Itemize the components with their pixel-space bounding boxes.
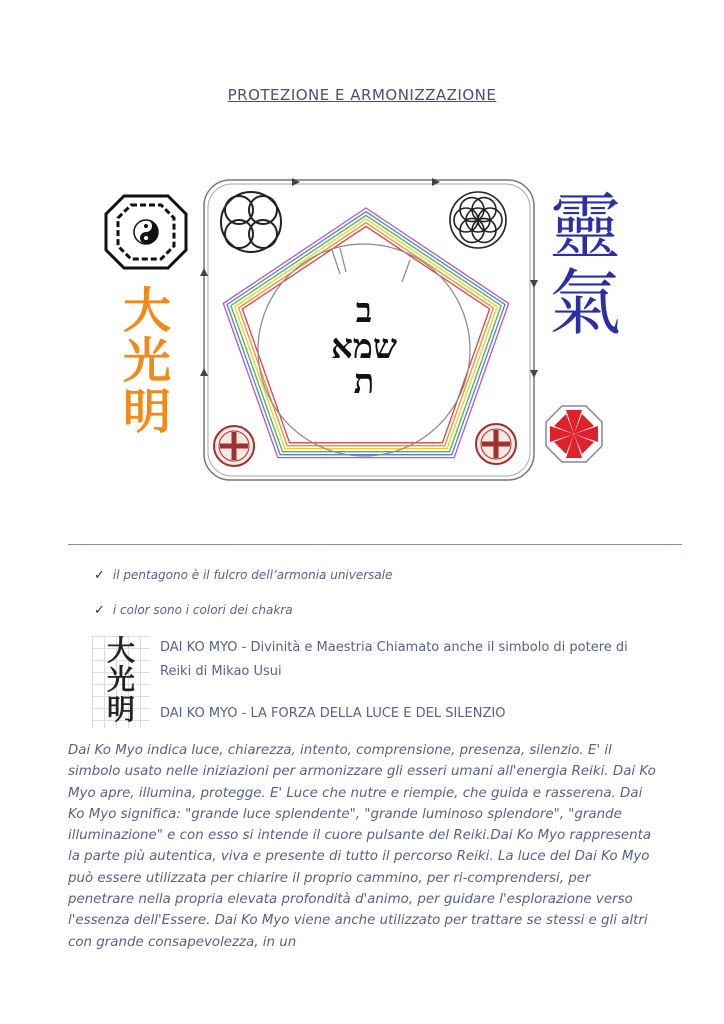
hebrew-line: ת [353, 362, 375, 403]
hebrew-symbol [318, 291, 410, 403]
kanji-char: 靈 [548, 185, 621, 269]
templar-cross-icon [546, 406, 602, 462]
dai-ko-myo-kanji-orange [112, 283, 182, 440]
arrow-top-left-icon [292, 178, 300, 186]
dai-ko-myo-image [92, 636, 150, 728]
reiki-kanji-blue [540, 185, 630, 345]
divider [68, 544, 682, 545]
kanji-char: 氣 [548, 260, 621, 345]
body-paragraph: Dai Ko Myo indica luce, chiarezza, intento, comprensione, presenza, silenzio. E' il simbolo usato nelle iniziazioni per armonizzare gli esseri umani all'energia Reiki. Dai Ko Myo apre, illumina, protegge. E' Luce che nutre e riempie, che guida e rasserena. Dai Ko Myo significa: "grande luce splendente", "grande luminoso splendore", "grande illuminazione" e con esso si intende il cuore pulsante del Reiki.Dai Ko Myo rappresenta la parte più autentica, viva e presente di tutto il percorso Reiki. La luce del Dai Ko Myo può essere utilizzata per chiarire il proprio cammino, per ri-comprendersi, per penetrare nella propria elevata profondità d'animo, per guidare l'esplorazione verso l'essenza dell'Essere. Dai Ko Myo viene anche utilizzato per trattare se stessi e gli altri con grande consapevolezza, in un [68, 743, 656, 950]
bullet-item [94, 568, 393, 583]
arrow-right-down-icon [530, 280, 538, 288]
kanji-char: 大 [106, 634, 135, 667]
saint-benedict-medal-icon [214, 426, 254, 466]
page-title: PROTEZIONE E ARMONIZZAZIONE [227, 86, 497, 104]
saint-benedict-medal-icon [476, 424, 516, 464]
flower-of-life-icon [450, 192, 506, 248]
checkmark-icon: ✓ [94, 568, 105, 583]
arrow-left-up-icon [200, 368, 208, 376]
bullet-text: i color sono i colori dei chakra [112, 603, 293, 617]
arrow-right-low-icon [530, 370, 538, 378]
symbol-figure [100, 168, 640, 498]
bagua-icon [106, 196, 186, 268]
celtic-knot-icon [221, 192, 281, 252]
dai-ko-myo-description: DAI KO MYO - Divinità e Maestria Chiamato anche il simbolo di potere di Reiki di Mikao Usui [160, 640, 628, 679]
kanji-char: 光 [106, 663, 135, 697]
arrow-left-mid-icon [200, 268, 208, 276]
checkmark-icon: ✓ [94, 603, 105, 618]
kanji-char: 明 [122, 383, 171, 440]
bullet-text: il pentagono è il fulcro dell’armonia universale [112, 568, 393, 582]
dai-ko-myo-heading: DAI KO MYO - LA FORZA DELLA LUCE E DEL SILENZIO [160, 706, 506, 721]
kanji-char: 明 [106, 692, 135, 726]
bullet-item [94, 603, 293, 618]
hebrew-line: ב [355, 291, 373, 331]
hebrew-line: שמא [330, 326, 398, 367]
kanji-char: 大 [122, 283, 171, 339]
kanji-char: 光 [122, 333, 171, 390]
arrow-top-right-icon [432, 178, 440, 186]
